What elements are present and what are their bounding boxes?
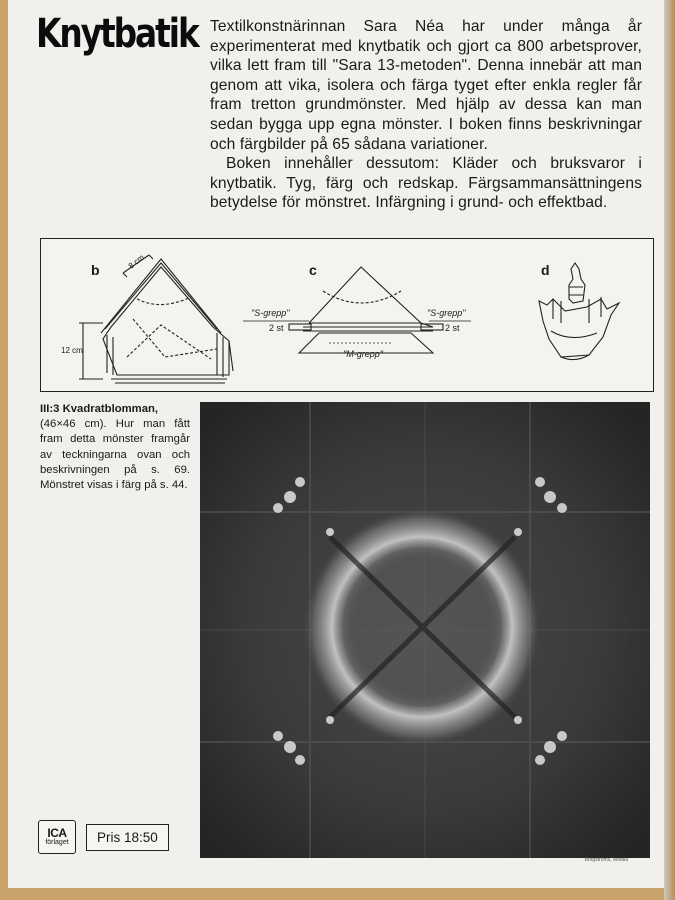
dimension-8cm: 8 cm — [126, 252, 146, 271]
figure-b-label: b — [91, 262, 100, 278]
tie-dye-photo — [200, 402, 650, 858]
m-grepp-label: "M-grepp" — [343, 349, 383, 359]
two-st-right-label: 2 st — [445, 323, 460, 333]
caption-body: (46×46 cm). Hur man fått fram detta mönster framgår av teckningarna ovan och beskrivningen på s. 69. Mönstret visas i färg på s. 44. — [40, 418, 190, 492]
photo-caption — [40, 402, 190, 493]
logo-text: ICA — [47, 826, 67, 840]
two-st-left-label: 2 st — [269, 323, 284, 333]
dimension-12cm: 12 cm — [61, 346, 83, 355]
logo-subtext: förlaget — [45, 839, 69, 846]
figure-b-drawing — [79, 252, 233, 383]
s-grepp-right-label: "S-grepp" — [427, 308, 466, 318]
figure-c-label: c — [309, 262, 317, 278]
intro-paragraph-1: Textilkonstnärinnan Sara Néa har under många år experimenterat med knytbatik och gjort ca 800 arbetsprover, vilka lett fram till "Sara 13-metoden". Denna innebär att man genom att vika, isolera och färga tyget efter enkla regler får fram tretton grundmönster. Med hjälp av dessa kan man sedan bygga upp egna mönster. I boken finns beskrivningar och färgbilder på 65 sådana variationer. — [210, 18, 642, 153]
s-grepp-left-label: "S-grepp" — [251, 308, 290, 318]
folding-diagram — [40, 238, 654, 392]
book-title: Knytbatik — [36, 11, 198, 57]
price-label: Pris 18:50 — [86, 824, 169, 851]
figure-d-drawing — [539, 263, 619, 360]
ica-forlaget-logo — [38, 820, 76, 854]
publisher-footer — [38, 820, 169, 854]
figure-d-label: d — [541, 262, 550, 278]
intro-text — [210, 17, 642, 213]
caption-heading: III:3 Kvadratblomman, — [40, 403, 159, 415]
book-back-cover — [8, 0, 664, 888]
intro-paragraph-2: Boken innehåller dessutom: Kläder och bruksvaror i knytbatik. Tyg, färg och redskap. Färgsammansättningens betydelse för mönstret. Infärgning i grund- och effektbad. — [210, 155, 642, 212]
book-edge — [664, 0, 675, 900]
printer-credit: Borgströms, Motala — [584, 857, 628, 863]
